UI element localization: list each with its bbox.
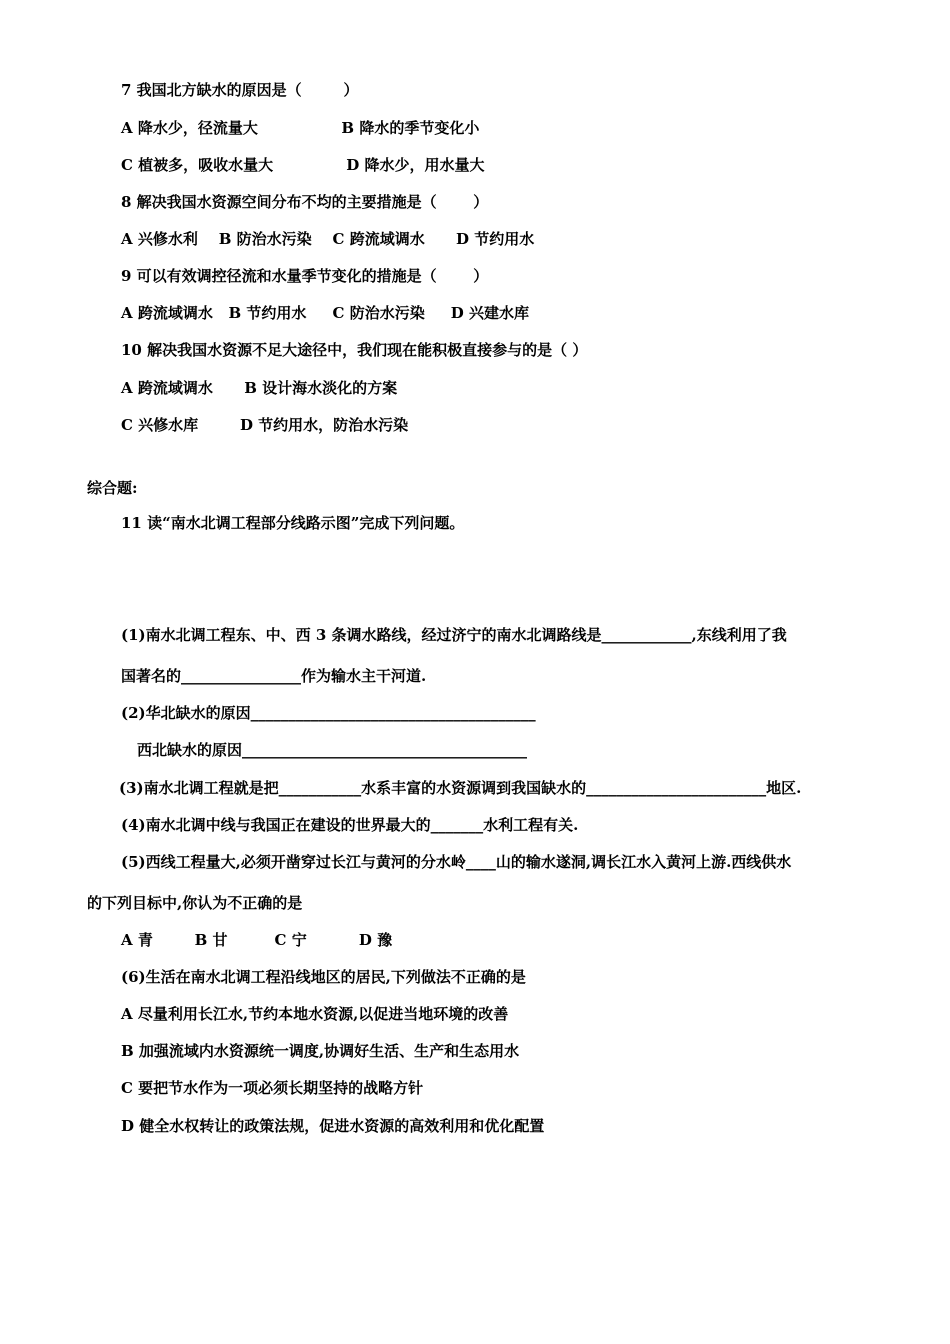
q11-part6-option-a: A 尽量利用长江水,节约本地水资源,以促进当地环境的改善 [121,1005,509,1023]
q11-part4: (4)南水北调中线与我国正在建设的世界最大的_______水利工程有关. [121,816,579,834]
question-7-options-ab: A 降水少，径流量大 B 降水的季节变化小 [121,119,480,137]
question-8-options: A 兴修水利 B 防治水污染 C 跨流域调水 D 节约用水 [121,230,535,248]
q11-part5-options: A 青 B 甘 C 宁 D 豫 [121,931,393,949]
q11-part6-option-d: D 健全水权转让的政策法规，促进水资源的高效利用和优化配置 [121,1117,545,1135]
section-title: 综合题: [87,479,138,497]
q11-part1-line2: 国著名的________________作为输水主干河道. [121,667,427,685]
question-9: 9 可以有效调控径流和水量季节变化的措施是（ ） [121,267,489,285]
question-10: 10 解决我国水资源不足大途径中，我们现在能积极直接参与的是（ ） [121,341,588,359]
q11-part5-line2: 的下列目标中,你认为不正确的是 [87,894,303,912]
q11-part2-line2: 西北缺水的原因______________________________________ [137,741,528,759]
question-10-options-ab: A 跨流域调水 B 设计海水淡化的方案 [121,379,398,397]
q11-part6: (6)生活在南水北调工程沿线地区的居民,下列做法不正确的是 [121,968,526,986]
q11-part6-option-b: B 加强流域内水资源统一调度,协调好生活、生产和生态用水 [121,1042,520,1060]
question-7-options-cd: C 植被多，吸收水量大 D 降水少，用水量大 [121,156,485,174]
q11-part2-line1: (2)华北缺水的原因______________________________________ [121,704,536,722]
q11-part6-option-c: C 要把节水作为一项必须长期坚持的战略方针 [121,1079,424,1097]
question-8: 8 解决我国水资源空间分布不均的主要措施是（ ） [121,193,489,211]
question-7: 7 我国北方缺水的原因是（ ） [121,81,359,99]
question-9-options: A 跨流域调水 B 节约用水 C 防治水污染 D 兴建水库 [121,304,530,322]
question-11-intro: 11 读“南水北调工程部分线路示图”完成下列问题。 [121,514,465,532]
question-10-options-cd: C 兴修水库 D 节约用水，防治水污染 [121,416,409,434]
q11-part1-line1: (1)南水北调工程东、中、西 3 条调水路线，经过济宁的南水北调路线是____________,东线利用了我 [121,626,787,644]
q11-part3: (3)南水北调工程就是把___________水系丰富的水资源调到我国缺水的________________________地区. [119,779,802,797]
q11-part5-line1: (5)西线工程量大,必须开凿穿过长江与黄河的分水岭____山的输水遂洞,调长江水入黄河上游.西线供水 [121,853,792,871]
